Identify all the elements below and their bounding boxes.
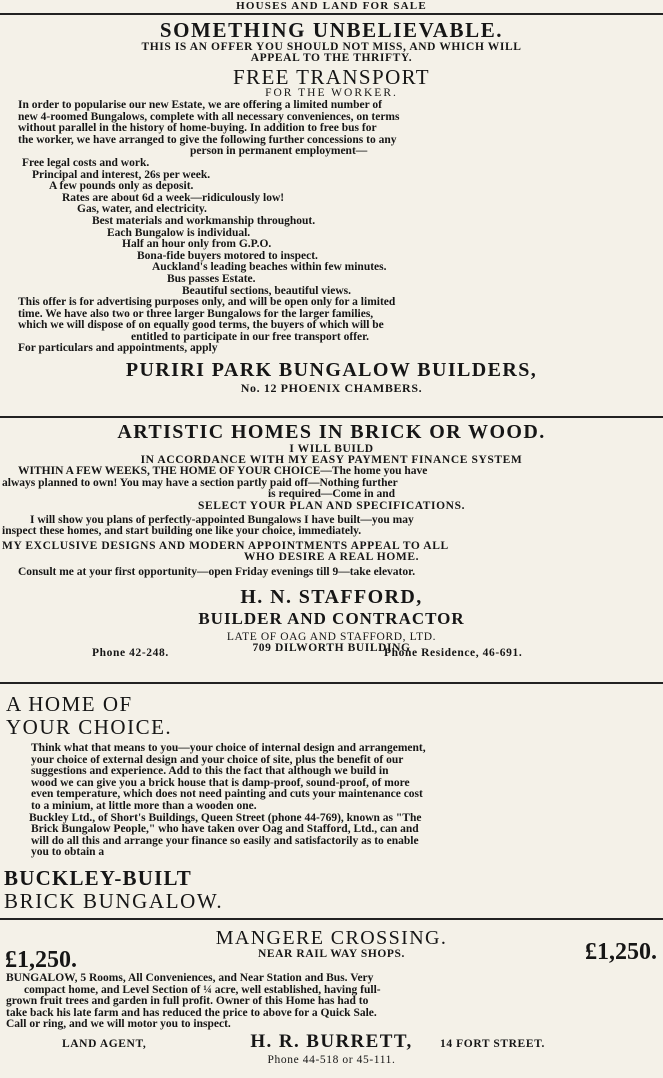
header-rule [0,13,663,15]
ad1-address: No. 12 PHOENIX CHAMBERS. [240,381,423,396]
ad4-price-right: £1,250. [585,939,657,965]
ad1-for-worker: FOR THE WORKER. [265,87,398,99]
ad1-list-item: Bus passes Estate. [167,272,256,285]
divider-rule [0,918,663,920]
ad3-foot-2: BRICK BUNGALOW. [4,888,224,913]
ad1-outro-line: This offer is for advertising purposes only, and will be open only for a limited [18,296,396,309]
ad2-line: is required—Come in and [267,488,396,501]
ad1-outro-line: entitled to participate in our free transport offer. [131,330,370,343]
ad1-list-item: Best materials and workmanship throughout. [92,214,316,227]
ad-burrett [0,927,663,1066]
ad1-intro-line: the worker, we have arranged to give the following further concessions to any [18,133,397,146]
ad4-body-line: grown fruit trees and garden in full profit. Owner of this Home has had to [6,995,369,1008]
ad2-phone-res: Phone Residence, 46-691. [384,646,523,659]
ad2-building: 709 DILWORTH BUILDING [252,641,411,654]
divider-rule [0,682,663,684]
ad2-line: inspect these homes, and start building one like your choice, immediately. [2,525,362,538]
ad4-body-line: Call or ring, and we will motor you to inspect. [6,1018,231,1031]
ad1-list-item: Beautiful sections, beautiful views. [182,284,351,297]
ad3-body-line: your choice of external design and your choice of site, plus the benefit of our [31,753,404,766]
ad1-list-item: Half an hour only from G.P.O. [122,238,272,251]
ad3-body-line: wood we can give you a brick house that is damp-proof, sound-proof, of more [31,776,410,789]
ad1-list-item: Gas, water, and electricity. [77,203,207,216]
ad3-head-2: YOUR CHOICE. [6,715,173,739]
ad1-intro-line: person in permanent employment— [190,145,368,158]
ad1-outro-line: time. We have also two or three larger Bungalows for the larger families, [18,307,374,320]
ad2-line: IN ACCORDANCE WITH MY EASY PAYMENT FINANCE SYSTEM [140,454,523,466]
ad4-agent-address: 14 FORT STREET. [440,1037,545,1050]
ad3-body-line: even temperature, which does not need painting and cuts your maintenance cost [31,788,423,801]
ad4-phone: Phone 44-518 or 45-111. [267,1053,396,1066]
ad1-subline-1: THIS IS AN OFFER YOU SHOULD NOT MISS, AND WHICH WILL [141,41,522,53]
ad2-line: SELECT YOUR PLAN AND SPECIFICATIONS. [197,499,466,512]
ad2-line: Consult me at your first opportunity—open Friday evenings till 9—take elevator. [18,565,416,578]
ad1-list-item: A few pounds only as deposit. [49,180,194,193]
ad1-company: PURIRI PARK BUNGALOW BUILDERS, [125,359,538,382]
ad1-outro [0,297,663,355]
ad4-agent-name: H. R. BURRETT, [250,1030,413,1052]
ad1-list-item: Auckland's leading beaches within few minutes. [152,261,387,274]
ad1-list-item: Rates are about 6d a week—ridiculously low! [62,191,285,204]
ad4-agent-label: LAND AGENT, [62,1037,147,1050]
ad2-line: WITHIN A FEW WEEKS, THE HOME OF YOUR CHOICE—The home you have [18,465,428,477]
ad1-headline-2: FREE TRANSPORT [232,65,431,89]
ad1-intro [0,100,663,158]
ad3-body-line: to a minium, at little more than a wooden one. [31,799,257,812]
ad2-headline: ARTISTIC HOMES IN BRICK OR WOOD. [117,421,546,443]
ad3-head-1: A HOME OF [6,692,133,716]
ad3-body-line: you to obtain a [31,846,105,859]
ad3-body-line: Brick Bungalow People," who have taken over Oag and Stafford, Ltd., can and [31,823,419,836]
ad1-list-item: Bona-fide buyers motored to inspect. [137,249,318,262]
ad2-name: H. N. STAFFORD, [240,585,423,608]
ad-puriri-park [0,18,663,394]
ad1-subline-2: APPEAL TO THE THRIFTY. [250,52,413,64]
ad4-price-row [0,939,663,973]
ad4-body-line: compact home, and Level Section of ¼ acre, well established, having full- [24,983,381,996]
ad-stafford [0,420,663,668]
ad1-intro-line: new 4-roomed Bungalows, complete with all necessary conveniences, on terms [18,110,400,123]
section-title: HOUSES AND LAND FOR SALE [236,0,427,12]
ad2-phone: Phone 42-248. [92,646,169,659]
ad3-body-line: suggestions and experience. Add to this the fact that although we build in [31,765,389,778]
ad1-intro-line: In order to popularise our new Estate, we are offering a limited number of [18,99,382,111]
ad4-agent-row [0,1031,663,1053]
ad2-line: I WILL BUILD [289,443,374,455]
ad1-outro-line: which we will dispose of on equally good terms, the buyers of which will be [18,319,384,332]
ad3-body-line: will do all this and arrange your finance so easily and satisfactorily as to enable [31,834,419,847]
ad1-list-item: Principal and interest, 26s per week. [32,168,211,181]
ad4-price-left: £1,250. [5,947,77,973]
ad2-line: I will show you plans of perfectly-appointed Bungalows I have built—you may [30,513,414,526]
ad1-list [0,158,663,297]
ad1-intro-line: without parallel in the history of home-buying. In addition to free bus for [18,122,377,135]
ad4-body-line: BUNGALOW, 5 Rooms, All Conveniences, and Near Station and Bus. Very [6,972,374,984]
ad1-outro-line: For particulars and appointments, apply [18,342,218,355]
ad3-body-line: Buckley Ltd., of Short's Buildings, Queen Street (phone 44-769), known as "The [29,811,422,824]
ad2-line: always planned to own! You may have a section partly paid off—Nothing further [2,476,398,489]
ad3-foot-1: BUCKLEY-BUILT [4,865,192,890]
ad3-body [0,743,663,859]
ad2-late: LATE OF OAG AND STAFFORD, LTD. [226,630,437,643]
ad2-title: BUILDER AND CONTRACTOR [198,608,465,628]
ad3-body-line: Think what that means to you—your choice of internal design and arrangement, [31,742,426,754]
divider-rule [0,416,663,418]
ad4-body-line: take back his late farm and has reduced the price to above for a Quick Sale. [6,1006,377,1019]
ad-buckley [0,693,663,913]
ad4-headline: MANGERE CROSSING. [215,927,448,949]
ad2-line: MY EXCLUSIVE DESIGNS AND MODERN APPOINTMENTS APPEAL TO ALL [2,539,449,552]
ad1-list-item: Each Bungalow is individual. [107,226,251,239]
ad4-body [0,973,663,1031]
ad1-headline: SOMETHING UNBELIEVABLE. [159,18,504,42]
ad1-list-item: Free legal costs and work. [22,156,150,169]
section-header [0,0,663,14]
ad4-subline: NEAR RAIL WAY SHOPS. [257,948,406,960]
ad2-line: WHO DESIRE A REAL HOME. [243,550,420,563]
